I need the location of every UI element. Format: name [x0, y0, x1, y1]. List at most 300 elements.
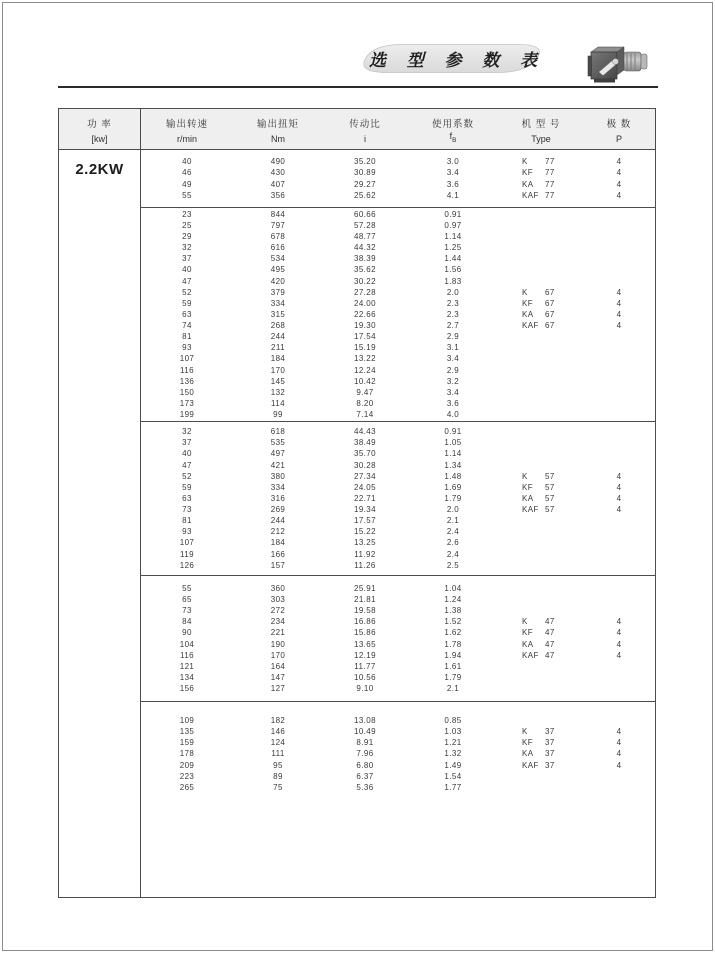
type-cell [499, 376, 583, 387]
factor-cell: 1.49 [444, 760, 462, 770]
type-size: 77 [545, 190, 555, 200]
table-row [141, 471, 655, 482]
poles-cell [583, 782, 655, 793]
speed-cell: 37 [182, 254, 192, 264]
ratio-cell: 11.92 [354, 549, 376, 559]
table-header-row [59, 109, 655, 150]
ratio-cell: 7.96 [356, 749, 374, 759]
torque-cell: 334 [270, 482, 286, 492]
power-header-label: 功 率 [87, 119, 112, 130]
type-series: KAF [522, 650, 539, 660]
table-row [141, 331, 655, 342]
ratio-cell: 6.80 [356, 760, 374, 770]
ratio-cell: 9.10 [356, 684, 374, 694]
torque-cell: 407 [270, 179, 286, 189]
data-sections [141, 150, 655, 897]
torque-cell: 124 [270, 738, 286, 748]
type-cell [499, 287, 583, 298]
factor-cell: 1.14 [444, 449, 462, 459]
torque-cell: 157 [270, 560, 286, 570]
ratio-cell: 35.70 [353, 449, 377, 459]
torque-cell: 316 [270, 493, 286, 503]
speed-cell: 37 [182, 438, 192, 448]
factor-cell: 1.32 [444, 749, 462, 759]
table-row [141, 179, 655, 190]
type-series: KA [522, 749, 534, 759]
ratio-cell: 6.37 [356, 771, 374, 781]
speed-cell: 223 [179, 771, 195, 781]
type-cell [499, 365, 583, 376]
speed-cell: 173 [179, 399, 195, 409]
type-cell [499, 437, 583, 448]
torque-cell: 379 [270, 287, 286, 297]
speed-cell: 40 [182, 157, 192, 167]
ratio-cell: 27.34 [353, 471, 377, 481]
ratio-cell: 10.42 [353, 376, 377, 386]
ratio-cell: 10.56 [353, 672, 377, 682]
col-header-poles [583, 109, 655, 149]
factor-cell: 0.91 [444, 209, 462, 219]
factor-cell: 2.5 [446, 560, 460, 570]
factor-symbol-sub: B [452, 137, 457, 144]
speed-cell: 159 [179, 738, 195, 748]
type-series: KF [522, 628, 534, 638]
type-cell [499, 639, 583, 650]
poles-cell: 4 [616, 321, 622, 331]
table-row [141, 253, 655, 264]
ratio-cell: 12.19 [353, 650, 377, 660]
speed-cell: 55 [182, 583, 192, 593]
factor-cell: 1.34 [444, 460, 462, 470]
factor-cell: 3.1 [446, 343, 460, 353]
type-series: KF [522, 168, 534, 178]
speed-cell: 265 [179, 782, 195, 792]
poles-cell: 4 [616, 482, 622, 492]
torque-cell: 303 [270, 594, 286, 604]
torque-cell: 797 [270, 220, 286, 230]
poles-cell: 4 [616, 628, 622, 638]
poles-cell: 4 [616, 493, 622, 503]
torque-cell: 212 [270, 527, 286, 537]
speed-cell: 47 [182, 276, 192, 286]
ratio-cell: 38.49 [353, 438, 377, 448]
table-row [141, 683, 655, 694]
table-row [141, 437, 655, 448]
type-cell [499, 253, 583, 264]
factor-cell: 1.05 [444, 438, 462, 448]
ratio-cell: 13.08 [353, 716, 377, 725]
poles-cell [583, 342, 655, 353]
factor-header-label: 使用系数 [431, 119, 474, 130]
type-cell [499, 231, 583, 242]
type-size: 37 [545, 727, 555, 737]
type-cell [499, 242, 583, 253]
col-header-type [499, 109, 583, 149]
ratio-cell: 11.26 [354, 560, 376, 570]
type-cell [499, 179, 583, 190]
page-title: 选 型 参 数 表 [369, 51, 545, 70]
poles-cell [583, 426, 655, 437]
factor-cell: 3.4 [446, 387, 460, 397]
torque-cell: 678 [270, 231, 286, 241]
poles-cell: 4 [616, 650, 622, 660]
factor-cell: 1.94 [444, 650, 462, 660]
factor-cell: 1.14 [444, 231, 462, 241]
poles-cell [583, 231, 655, 242]
factor-header-unit [407, 131, 499, 144]
factor-cell: 0.91 [444, 427, 462, 437]
speed-cell: 32 [182, 427, 192, 437]
table-row [141, 298, 655, 309]
ratio-cell: 15.19 [353, 343, 377, 353]
table-row [141, 526, 655, 537]
poles-cell [583, 448, 655, 459]
poles-cell [583, 409, 655, 420]
table-row [141, 320, 655, 331]
factor-cell: 1.61 [444, 661, 462, 671]
table-section-K37 [141, 702, 655, 897]
type-header-label: 机 型 号 [521, 119, 561, 130]
speed-cell: 116 [180, 365, 194, 375]
type-cell [499, 448, 583, 459]
table-row [141, 549, 655, 560]
type-cell [499, 549, 583, 560]
table-section-K77 [141, 150, 655, 208]
torque-cell: 95 [273, 760, 283, 770]
type-cell [499, 504, 583, 515]
gearmotor-image [586, 44, 652, 86]
ratio-cell: 24.05 [353, 482, 377, 492]
poles-cell [583, 398, 655, 409]
speed-cell: 178 [179, 749, 195, 759]
torque-cell: 535 [270, 438, 286, 448]
poles-cell: 4 [616, 505, 622, 515]
torque-cell: 421 [270, 460, 286, 470]
ratio-cell: 12.24 [353, 365, 377, 375]
poles-cell: 4 [616, 617, 622, 627]
speed-cell: 59 [182, 482, 192, 492]
factor-cell: 1.83 [444, 276, 462, 286]
torque-cell: 170 [270, 365, 286, 375]
type-size: 67 [545, 298, 555, 308]
torque-cell: 182 [270, 716, 286, 725]
type-cell [499, 715, 583, 726]
torque-cell: 146 [270, 727, 286, 737]
title-banner [360, 44, 546, 73]
ratio-cell: 19.34 [353, 505, 377, 515]
factor-cell: 1.54 [444, 771, 462, 781]
torque-cell: 497 [270, 449, 286, 459]
type-cell [499, 537, 583, 548]
ratio-cell: 21.81 [353, 594, 377, 604]
type-series: KAF [522, 505, 539, 515]
speed-cell: 134 [179, 672, 195, 682]
type-cell [499, 627, 583, 638]
table-row [141, 231, 655, 242]
factor-cell: 1.48 [444, 471, 462, 481]
poles-cell [583, 672, 655, 683]
speed-cell: 29 [182, 231, 192, 241]
poles-cell: 4 [616, 287, 622, 297]
poles-cell [583, 605, 655, 616]
type-series: K [522, 471, 528, 481]
speed-cell: 121 [179, 661, 195, 671]
factor-cell: 1.69 [444, 482, 462, 492]
torque-cell: 75 [273, 782, 283, 792]
poles-cell [583, 220, 655, 231]
factor-symbol: f [449, 131, 453, 142]
torque-cell: 132 [270, 387, 286, 397]
torque-cell: 269 [270, 505, 286, 515]
factor-cell: 2.3 [446, 298, 460, 308]
ratio-cell: 17.57 [353, 516, 377, 526]
factor-cell: 1.77 [444, 782, 462, 792]
speed-cell: 52 [182, 287, 192, 297]
poles-cell [583, 560, 655, 571]
header-rule [58, 86, 658, 88]
selection-table [58, 108, 656, 898]
speed-cell: 126 [179, 560, 195, 570]
factor-cell: 2.7 [446, 321, 460, 331]
ratio-cell: 27.28 [353, 287, 377, 297]
type-size: 47 [545, 639, 555, 649]
table-row [141, 264, 655, 275]
ratio-cell: 8.91 [356, 738, 374, 748]
torque-cell: 420 [270, 276, 286, 286]
col-header-torque [233, 109, 323, 149]
speed-cell: 49 [182, 179, 192, 189]
ratio-cell: 25.91 [353, 583, 377, 593]
type-cell [499, 220, 583, 231]
ratio-cell: 30.28 [353, 460, 377, 470]
speed-cell: 25 [182, 220, 192, 230]
data-column-headers [141, 109, 655, 149]
table-row [141, 594, 655, 605]
factor-cell: 1.52 [444, 617, 462, 627]
speed-cell: 47 [182, 460, 192, 470]
torque-cell: 164 [270, 661, 286, 671]
type-cell [499, 409, 583, 420]
torque-header-label: 输出扭矩 [256, 119, 299, 130]
ratio-cell: 13.25 [353, 538, 377, 548]
speed-cell: 32 [182, 243, 192, 253]
ratio-cell: 57.28 [353, 220, 377, 230]
factor-cell: 1.03 [444, 727, 462, 737]
poles-cell [583, 537, 655, 548]
ratio-cell: 60.66 [353, 209, 377, 219]
ratio-cell: 29.27 [353, 179, 377, 189]
speed-cell: 23 [182, 209, 192, 219]
factor-cell: 1.24 [444, 594, 462, 604]
type-cell [499, 387, 583, 398]
type-size: 57 [545, 482, 555, 492]
speed-cell: 156 [179, 684, 195, 694]
ratio-cell: 5.36 [356, 782, 374, 792]
type-series: KA [522, 179, 534, 189]
factor-cell: 3.6 [446, 399, 460, 409]
speed-cell: 65 [182, 594, 192, 604]
table-row [141, 342, 655, 353]
torque-cell: 114 [271, 399, 285, 409]
poles-cell: 4 [616, 157, 622, 167]
torque-cell: 170 [270, 650, 286, 660]
torque-cell: 99 [273, 410, 283, 420]
speed-cell: 73 [182, 606, 192, 616]
table-row [141, 242, 655, 253]
type-cell [499, 672, 583, 683]
torque-cell: 166 [270, 549, 286, 559]
factor-cell: 2.9 [446, 332, 460, 342]
ratio-cell: 19.58 [353, 606, 377, 616]
torque-cell: 190 [270, 639, 286, 649]
factor-cell: 2.1 [446, 684, 460, 694]
speed-cell: 136 [179, 376, 195, 386]
poles-cell: 4 [616, 471, 622, 481]
poles-header-unit: P [615, 134, 622, 144]
factor-cell: 0.97 [444, 220, 462, 230]
poles-cell: 4 [616, 168, 622, 178]
table-row [141, 605, 655, 616]
table-row [141, 627, 655, 638]
type-size: 47 [545, 628, 555, 638]
type-cell [499, 190, 583, 201]
ratio-cell: 19.30 [353, 321, 377, 331]
ratio-cell: 25.62 [353, 190, 377, 200]
ratio-cell: 16.86 [353, 617, 377, 627]
table-row [141, 661, 655, 672]
ratio-cell: 44.32 [353, 243, 377, 253]
torque-cell: 844 [270, 209, 286, 219]
type-series: KA [522, 309, 534, 319]
type-size: 47 [545, 617, 555, 627]
table-row [141, 448, 655, 459]
gearmotor-icon [586, 44, 652, 86]
type-series: KF [522, 298, 534, 308]
torque-cell: 184 [270, 538, 286, 548]
table-row [141, 365, 655, 376]
type-cell [499, 167, 583, 178]
type-size: 57 [545, 471, 555, 481]
type-cell [499, 264, 583, 275]
speed-cell: 93 [182, 527, 192, 537]
type-cell [499, 737, 583, 748]
factor-cell: 2.4 [446, 527, 460, 537]
table-section-K57 [141, 422, 655, 576]
power-column [59, 150, 141, 897]
speed-header-unit: r/min [177, 134, 197, 144]
table-row [141, 309, 655, 320]
type-size: 67 [545, 321, 555, 331]
poles-cell: 4 [616, 738, 622, 748]
type-cell [499, 309, 583, 320]
speed-cell: 150 [179, 387, 195, 397]
speed-cell: 90 [182, 628, 192, 638]
type-series: K [522, 617, 528, 627]
poles-cell [583, 683, 655, 694]
torque-cell: 490 [270, 157, 286, 167]
torque-cell: 616 [270, 243, 286, 253]
ratio-cell: 35.20 [353, 157, 377, 167]
table-row [141, 771, 655, 782]
factor-cell: 3.4 [446, 168, 460, 178]
type-cell [499, 482, 583, 493]
speed-cell: 93 [182, 343, 192, 353]
factor-cell: 1.44 [444, 254, 462, 264]
speed-cell: 63 [182, 309, 192, 319]
torque-cell: 380 [270, 471, 286, 481]
factor-cell: 1.56 [444, 265, 462, 275]
table-row [141, 650, 655, 661]
poles-cell: 4 [616, 760, 622, 770]
type-size: 77 [545, 179, 555, 189]
type-size: 77 [545, 157, 555, 167]
type-cell [499, 605, 583, 616]
type-size: 67 [545, 309, 555, 319]
type-size: 57 [545, 493, 555, 503]
speed-cell: 74 [182, 321, 192, 331]
speed-cell: 135 [179, 727, 195, 737]
poles-cell: 4 [616, 309, 622, 319]
torque-cell: 147 [270, 672, 286, 682]
poles-cell [583, 515, 655, 526]
torque-cell: 145 [270, 376, 286, 386]
table-section-K47 [141, 576, 655, 702]
factor-cell: 2.9 [446, 365, 460, 375]
speed-header-label: 输出转速 [165, 119, 208, 130]
poles-cell: 4 [616, 190, 622, 200]
torque-cell: 272 [270, 606, 286, 616]
factor-cell: 2.0 [446, 287, 460, 297]
factor-cell: 3.4 [446, 354, 460, 364]
torque-cell: 430 [270, 168, 286, 178]
type-cell [499, 156, 583, 167]
ratio-cell: 15.86 [353, 628, 377, 638]
ratio-cell: 30.89 [353, 168, 377, 178]
torque-cell: 360 [270, 583, 286, 593]
speed-cell: 40 [182, 265, 192, 275]
ratio-cell: 15.22 [353, 527, 377, 537]
torque-cell: 244 [270, 332, 286, 342]
poles-cell [583, 460, 655, 471]
type-size: 67 [545, 287, 555, 297]
factor-cell: 2.0 [446, 505, 460, 515]
ratio-cell: 13.22 [353, 354, 377, 364]
speed-cell: 119 [180, 549, 194, 559]
table-row [141, 276, 655, 287]
type-cell [499, 426, 583, 437]
type-series: KAF [522, 760, 539, 770]
type-series: KA [522, 639, 534, 649]
ratio-cell: 10.49 [353, 727, 377, 737]
factor-cell: 3.0 [446, 157, 460, 167]
factor-cell: 1.78 [444, 639, 462, 649]
torque-cell: 534 [270, 254, 286, 264]
type-cell [499, 771, 583, 782]
table-row [141, 672, 655, 683]
type-cell [499, 560, 583, 571]
ratio-cell: 13.65 [353, 639, 377, 649]
type-cell [499, 594, 583, 605]
table-row [141, 537, 655, 548]
table-row [141, 737, 655, 748]
torque-cell: 268 [270, 321, 286, 331]
poles-cell [583, 253, 655, 264]
ratio-cell: 8.20 [356, 399, 374, 409]
type-cell [499, 298, 583, 309]
type-cell [499, 748, 583, 759]
poles-cell [583, 526, 655, 537]
factor-cell: 2.6 [446, 538, 460, 548]
